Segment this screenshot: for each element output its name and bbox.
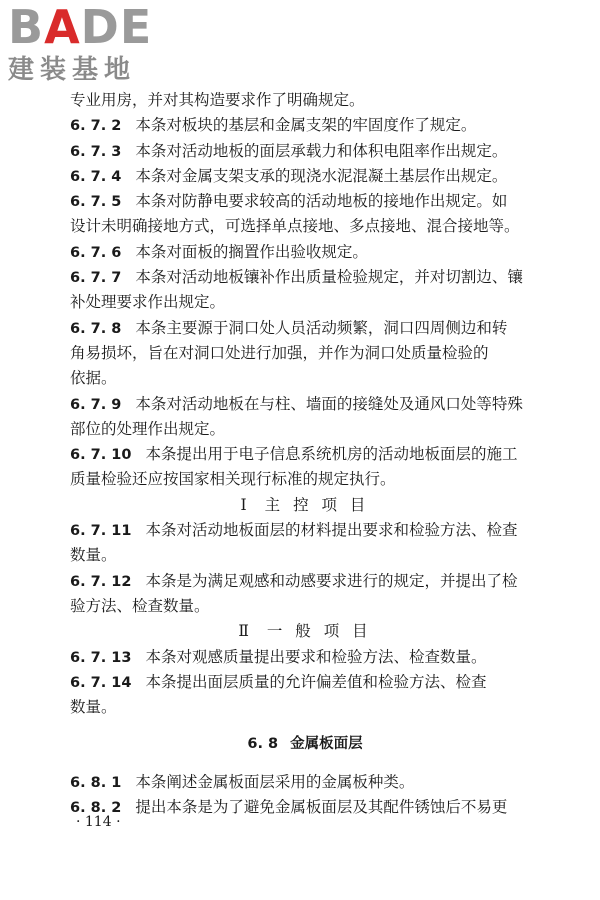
clause-continuation: 数量。 [70, 546, 117, 565]
clause-number: 6. 7. 12 [70, 573, 132, 590]
clause-continuation: 补处理要求作出规定。 [70, 293, 226, 312]
clause-number: 6. 7. 10 [70, 447, 132, 464]
clause-continuation: 依据。 [70, 369, 117, 388]
clause-number: 6. 8. 2 [70, 800, 122, 817]
clause-continuation: 角易损坏，旨在对洞口处进行加强，并作为洞口处质量检验的 [70, 343, 489, 362]
clause-text: 本条提出面层质量的允许偏差值和检验方法、检查 [145, 672, 487, 691]
clause-text: 本条对活动地板镶补作出质量检验规定，并对切割边、镶 [135, 268, 523, 287]
clause-text: 本条对活动地板在与柱、墙面的接缝处及通风口处等特殊 [135, 394, 523, 413]
clause-6-7-6 [70, 240, 540, 265]
section-number: 6. 8 [247, 736, 279, 753]
subheading-main-control [70, 493, 540, 518]
clause-continuation: 设计未明确接地方式，可选择单点接地、多点接地、混合接地等。 [70, 217, 520, 236]
clause-continuation: 部位的处理作出规定。 [70, 419, 226, 438]
logo-subtitle: 建装基地 [8, 55, 137, 85]
subheading-roman: Ⅱ [238, 622, 253, 641]
clause-text: 本条对防静电要求较高的活动地板的接地作出规定。如 [135, 192, 508, 211]
clause-number: 6. 7. 3 [70, 143, 122, 160]
clause-text: 本条阐述金属板面层采用的金属板种类。 [135, 772, 415, 791]
clause-number: 6. 7. 8 [70, 320, 122, 337]
clause-continuation: 验方法、检查数量。 [70, 596, 210, 615]
clause-6-7-10 [70, 442, 540, 467]
subheading-title: 主 控 项 目 [264, 495, 370, 514]
clause-6-8-1 [70, 770, 540, 795]
clause-6-7-2 [70, 113, 540, 138]
clause-continuation: 数量。 [70, 698, 117, 717]
clause-number: 6. 7. 11 [70, 523, 132, 540]
clause-text: 提出本条是为了避免金属板面层及其配件锈蚀后不易更 [135, 798, 508, 817]
clause-6-7-4 [70, 164, 540, 189]
clause-6-7-5 [70, 189, 540, 214]
page-number: · 114 · [76, 814, 121, 830]
clause-text: 本条提出用于电子信息系统机房的活动地板面层的施工 [145, 445, 518, 464]
clause-number: 6. 7. 13 [70, 649, 132, 666]
clause-6-7-7 [70, 265, 540, 290]
clause-text: 本条对板块的基层和金属支架的牢固度作了规定。 [135, 116, 477, 135]
clause-number: 6. 7. 4 [70, 168, 122, 185]
clause-6-8-2 [70, 795, 540, 820]
subheading-title: 一 般 项 目 [266, 622, 372, 641]
document-body [70, 88, 540, 820]
clause-6-7-8 [70, 316, 540, 341]
clause-continuation: 质量检验还应按国家相关现行标准的规定执行。 [70, 470, 396, 489]
logo-letter-e: E [119, 0, 153, 54]
clause-number: 6. 7. 2 [70, 118, 122, 135]
clause-number: 6. 7. 6 [70, 244, 122, 261]
clause-number: 6. 7. 7 [70, 270, 122, 287]
clause-text: 本条对活动地板的面层承载力和体积电阻率作出规定。 [135, 141, 508, 160]
clause-6-7-13 [70, 645, 540, 670]
clause-6-7-14 [70, 670, 540, 695]
clause-text: 本条对面板的搁置作出验收规定。 [135, 242, 368, 261]
logo-letter-d: D [80, 0, 120, 54]
logo-letter-a: A [44, 0, 81, 54]
subheading-roman: Ⅰ [240, 495, 251, 514]
clause-text: 本条是为满足观感和动感要求进行的规定，并提出了检 [145, 571, 518, 590]
section-name: 金属板面层 [290, 736, 363, 753]
subheading-general [70, 619, 540, 644]
clause-number: 6. 8. 1 [70, 774, 122, 791]
clause-text: 本条对金属支架支承的现浇水泥混凝土基层作出规定。 [135, 166, 508, 185]
logo-wordmark [8, 2, 178, 52]
clause-text: 本条对观感质量提出要求和检验方法、检查数量。 [145, 647, 487, 666]
logo-letter-b: B [8, 0, 45, 54]
logo [8, 2, 178, 88]
clause-number: 6. 7. 5 [70, 194, 122, 211]
clause-text: 本条对活动地板面层的材料提出要求和检验方法、检查 [145, 521, 518, 540]
clause-text: 本条主要源于洞口处人员活动频繁，洞口四周侧边和转 [135, 318, 508, 337]
clause-number: 6. 7. 9 [70, 396, 122, 413]
clause-6-7-9 [70, 392, 540, 417]
section-title [70, 732, 540, 757]
clause-6-7-12 [70, 569, 540, 594]
clause-6-7-3 [70, 139, 540, 164]
paragraph-line: 专业用房，并对其构造要求作了明确规定。 [70, 91, 365, 109]
clause-number: 6. 7. 14 [70, 674, 132, 691]
clause-6-7-11 [70, 518, 540, 543]
